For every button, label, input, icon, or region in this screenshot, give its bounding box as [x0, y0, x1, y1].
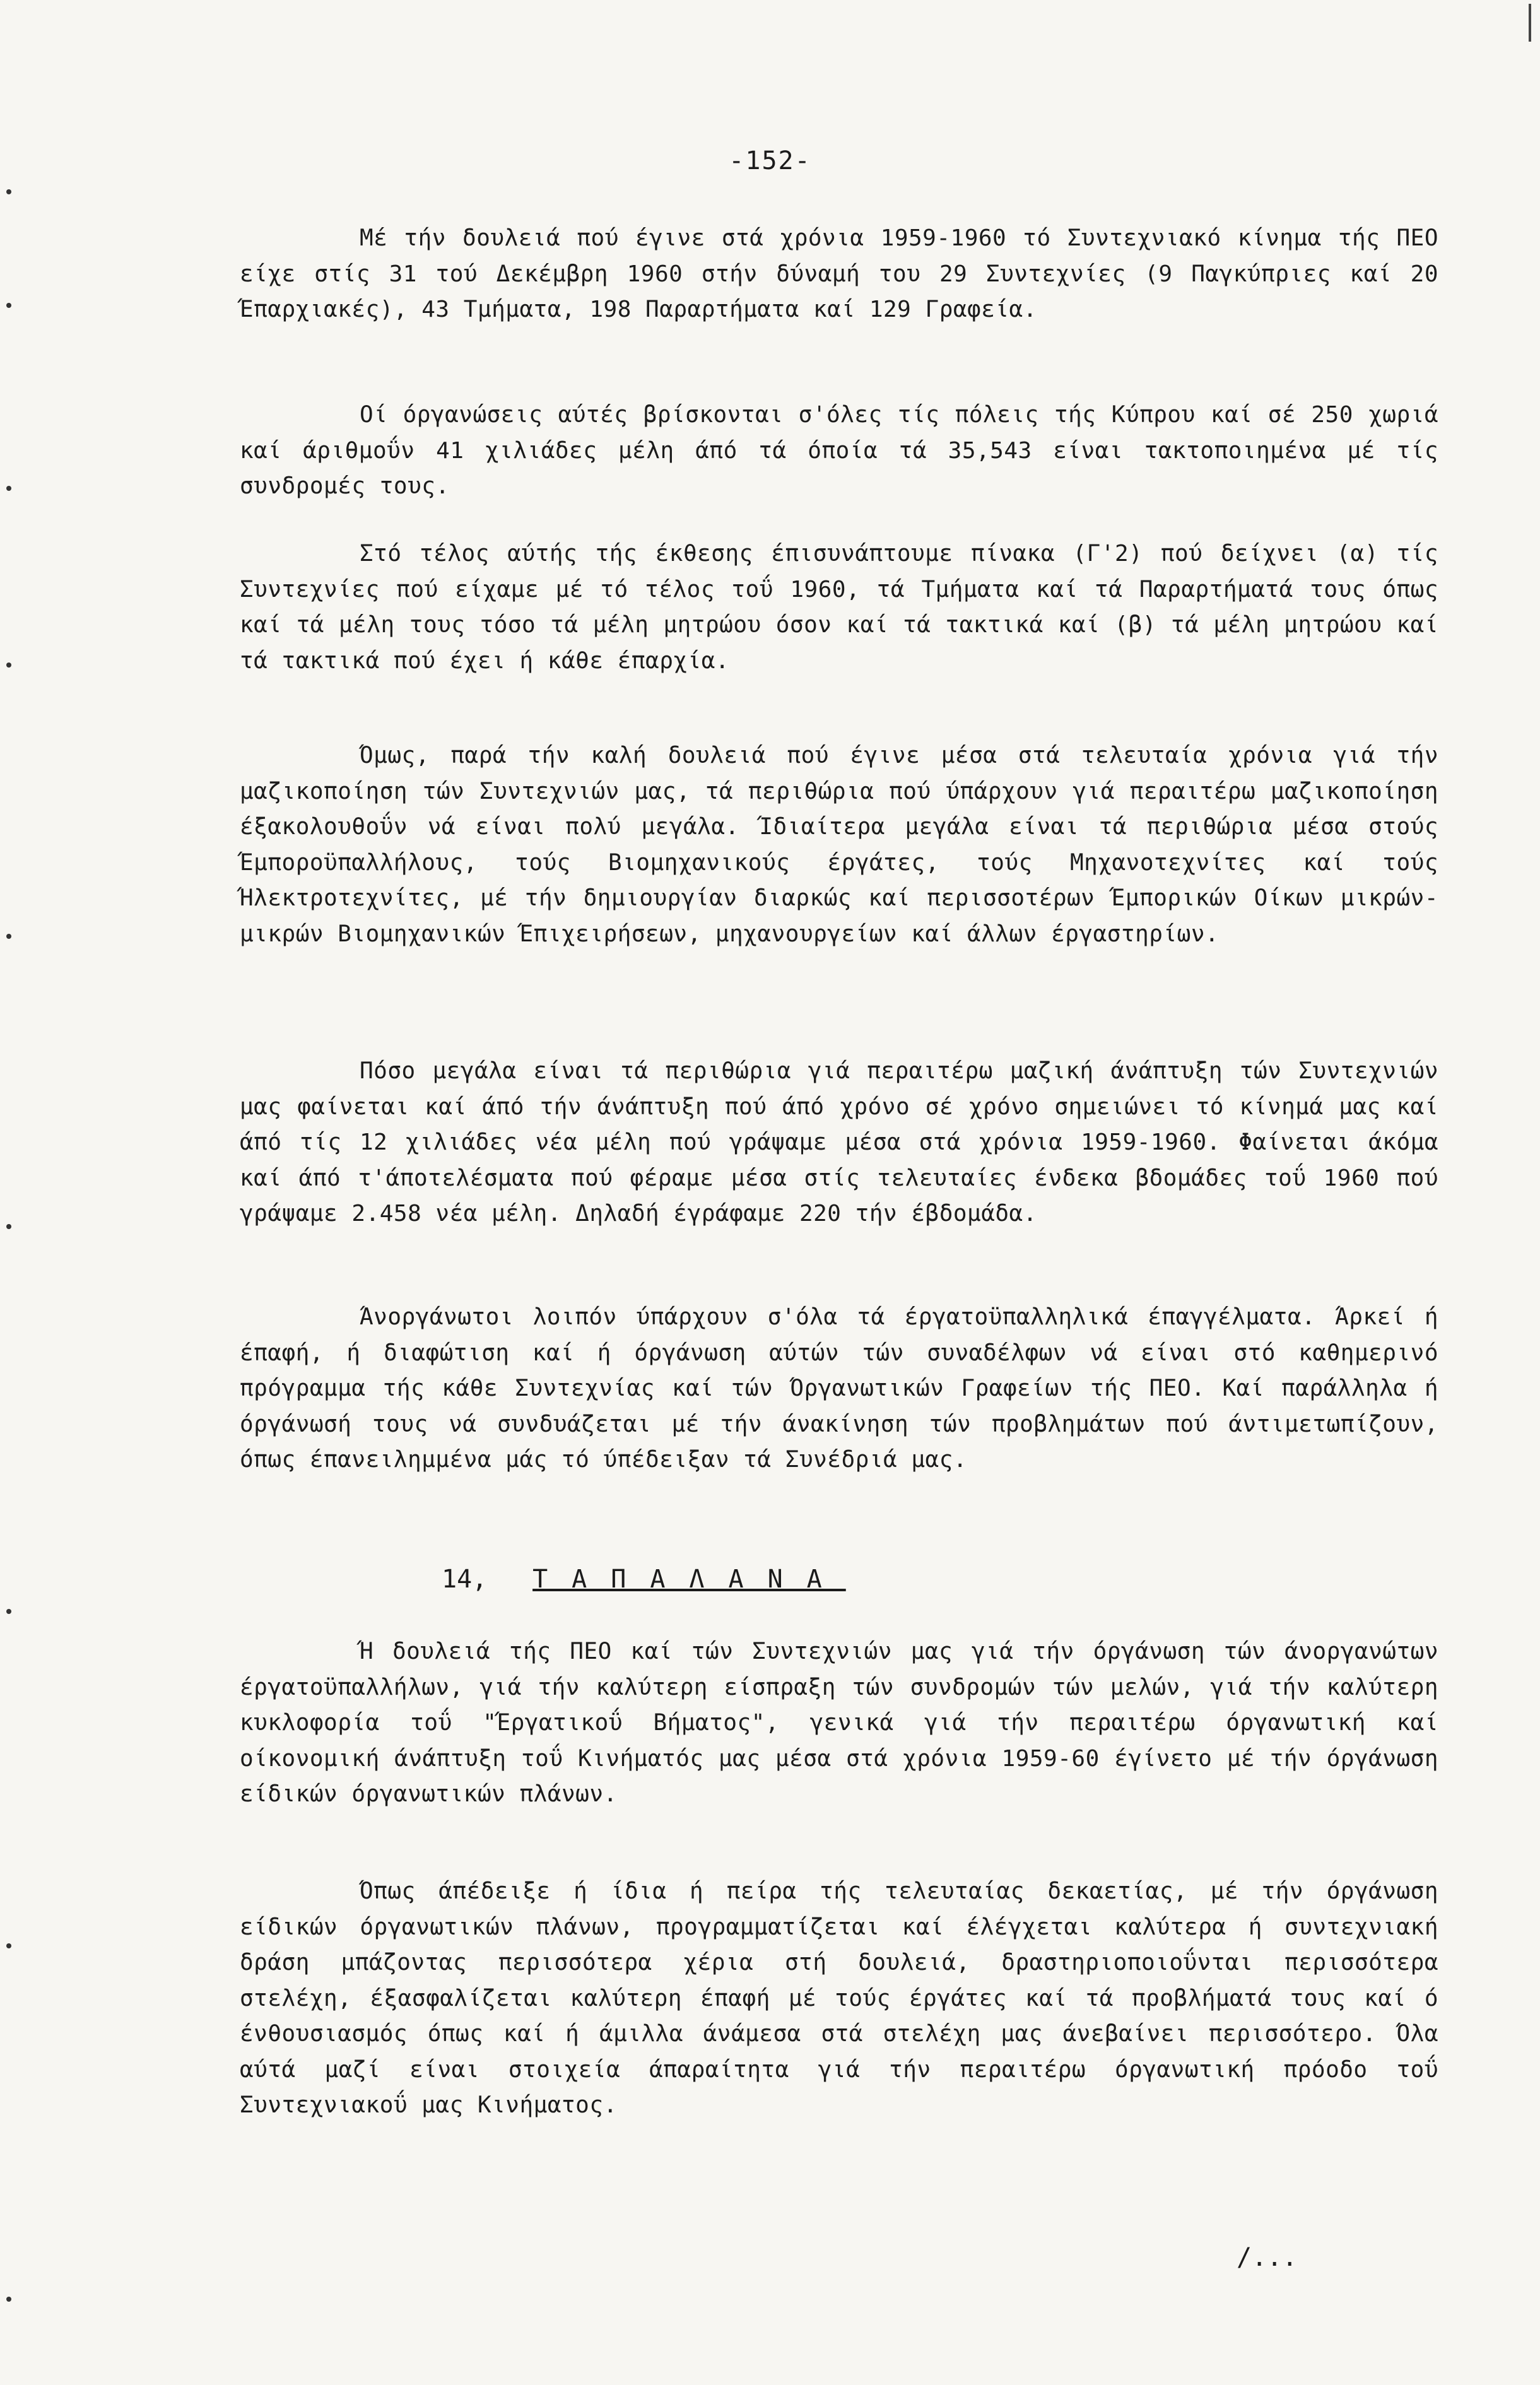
paragraph-table-reference: Στό τέλος αύτής τής έκθεσης έπισυνάπτουμε πίνακα (Γ'2) πού δείχνει (α) τίς Συντεχνίες πού είχαμε μέ τό τέλος τοΰ 1960, τά Τμήματα καί τά Παραρτήματά τους όπως καί τά μέλη τους τόσο τά μέλη μητρώου όσον καί τά τακτικά καί (β) τά μέλη μητρώου καί τά τακτικά πού έχει ή κάθε έπαρχία.	[240, 541, 1438, 674]
paragraph-union-strength: Μέ τήν δουλειά πού έγινε στά χρόνια 1959-1960 τό Συντεχνιακό κίνημα τής ΠΕΟ είχε στίς 31 τού Δεκέμβρη 1960 στήν δύναμή του 29 Συντεχνίες (9 Παγκύπριες καί 20 Έπαρχιακές), 43 Τμήματα, 198 Παραρτήματα καί 129 Γραφεία.	[240, 225, 1438, 322]
margin-speck	[6, 303, 11, 308]
section-title: ΤΑΠΑΛΑΝΑ	[532, 1565, 846, 1594]
paragraph-organizations: Οί όργανώσεις αύτές βρίσκονται σ'όλες τίς πόλεις τής Κύπρου καί σέ 250 χωριά καί άριθμοΰν 41 χιλιάδες μέλη άπό τά όποία τά 35,543 είναι τακτοποιημένα μέ τίς συνδρομές τους.	[240, 402, 1438, 499]
margin-speck	[6, 1943, 11, 1948]
margin-speck	[6, 2297, 11, 2302]
paragraph-mass-growth: Όμως, παρά τήν καλή δουλειά πού έγινε μέσα στά τελευταία χρόνια γιά τήν μαζικοποίηση τών Συντεχνιών μας, τά περιθώρια πού ύπάρχουν γιά περαιτέρω μαζικοποίηση έξακολουθοΰν νά είναι πολύ μεγάλα. Ίδιαίτερα μεγάλα είναι τά περιθώρια μέσα στούς Έμποροϋπαλλήλους, τούς Βιομηχανικούς έργάτες, τούς Μηχανοτεχνίτες καί τούς Ήλεκτροτεχνίτες, μέ τήν δημιουργίαν διαρκώς καί περισσοτέρων Έμπορικών Οίκων μικρών-μικρών Βιομηχανικών Έπιχειρήσεων, μηχανουργείων καί άλλων έργαστηρίων.	[240, 743, 1438, 947]
section-heading	[442, 1565, 846, 1594]
paragraph-growth-margins: Πόσο μεγάλα είναι τά περιθώρια γιά περαιτέρω μαζική άνάπτυξη τών Συντεχνιών μας φαίνεται καί άπό τήν άνάπτυξη πού άπό χρόνο σέ χρόνο σημειώνει τό κίνημά μας καί άπό τίς 12 χιλιάδες νέα μέλη πού γράψαμε μέσα στά χρόνια 1959-1960. Φαίνεται άκόμα καί άπό τ'άποτελέσματα πού φέραμε μέσα στίς τελευταίες ένδεκα βδομάδες τοΰ 1960 πού γράψαμε 2.458 νέα μέλη. Δηλαδή έγράφαμε 220 τήν έβδομάδα.	[240, 1058, 1438, 1227]
scan-corner-mark	[1529, 4, 1531, 42]
margin-speck	[6, 1224, 11, 1229]
margin-speck	[6, 1609, 11, 1614]
margin-speck	[6, 934, 11, 939]
paragraph-unorganized: Άνοργάνωτοι λοιπόν ύπάρχουν σ'όλα τά έργατοϋπαλληλικά έπαγγέλματα. Άρκεί ή έπαφή, ή διαφώτιση καί ή όργάνωση αύτών τών συναδέλφων νά είναι στό καθημερινό πρόγραμμα τής κάθε Συντεχνίας καί τών Όργανωτικών Γραφείων τής ΠΕΟ. Καί παράλληλα ή όργάνωσή τους νά συνδυάζεται μέ τήν άνακίνηση τών προβλημάτων πού άντιμετωπίζουν, όπως έπανειλημμένα μάς τό ύπέδειξαν τά Συνέδριά μας.	[240, 1304, 1438, 1473]
paragraph-plans-work: Ή δουλειά τής ΠΕΟ καί τών Συντεχνιών μας γιά τήν όργάνωση τών άνοργανώτων έργατοϋπαλλήλων, γιά τήν καλύτερη είσπραξη τών συνδρομών τών μελών, γιά τήν καλύτερη κυκλοφορία τοΰ "Έργατικοΰ Βήματος", γενικά γιά τήν περαιτέρω όργανωτική καί οίκονομική άνάπτυξη τοΰ Κινήματός μας μέσα στά χρόνια 1959-60 έγίνετο μέ τήν όργάνωση είδικών όργανωτικών πλάνων.	[240, 1639, 1438, 1807]
page-number: -152-	[729, 146, 811, 175]
continuation-mark: /...	[1237, 2243, 1298, 2272]
margin-speck	[6, 189, 11, 194]
paragraph-plans-experience: Όπως άπέδειξε ή ίδια ή πείρα τής τελευταίας δεκαετίας, μέ τήν όργάνωση είδικών όργανωτικών πλάνων, προγραμματίζεται καί έλέγχεται καλύτερα ή συντεχνιακή δράση μπάζοντας περισσότερα χέρια στή δουλειά, δραστηριοποιοΰνται περισσότερα στελέχη, έξασφαλίζεται καλύτερη έπαφή μέ τούς έργάτες καί τά προβλήματά τους καί ό ένθουσιασμός όπως καί ή άμιλλα άνάμεσα στά στελέχη μας άνεβαίνει περισσότερο. Όλα αύτά μαζί είναι στοιχεία άπαραίτητα γιά τήν περαιτέρω όργανωτική πρόοδο τοΰ Συντεχνιακοΰ μας Κινήματος.	[240, 1878, 1438, 2118]
margin-speck	[6, 486, 11, 491]
margin-speck	[6, 662, 11, 668]
section-number: 14,	[442, 1565, 488, 1594]
